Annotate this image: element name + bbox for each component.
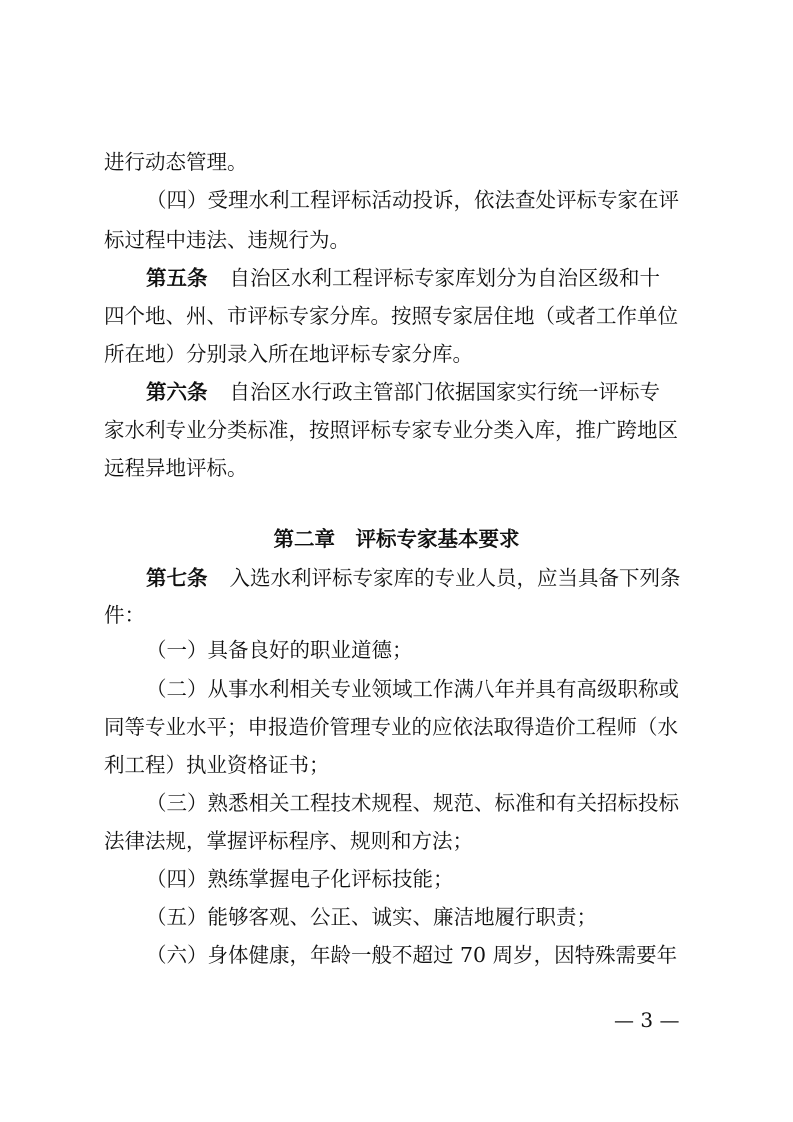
text-line: （四）受理水利工程评标活动投诉，依法查处评标专家在评 (146, 188, 679, 212)
text-line: （五）能够客观、公正、诚实、廉洁地履行职责； (146, 905, 597, 929)
article-7 (146, 564, 704, 592)
article-5 (146, 264, 704, 292)
text-line: （一）具备良好的职业道德； (146, 638, 413, 662)
text-line: 件： (104, 603, 145, 627)
text-line: 远程异地评标。 (104, 456, 248, 480)
text-line: 自治区水行政主管部门依据国家实行统一评标专 (229, 380, 660, 404)
text-line: 入选水利评标专家库的专业人员，应当具备下列条 (229, 566, 681, 590)
text-line: （六）身体健康，年龄一般不超过 70 周岁，因特殊需要年 (146, 943, 678, 967)
text-line: （三）熟悉相关工程技术规程、规范、标准和有关招标投标 (146, 791, 679, 815)
text-line: 法律法规，掌握评标程序、规则和方法； (104, 829, 473, 853)
chapter-heading: 第二章 评标专家基本要求 (273, 527, 520, 551)
text-line: 标过程中违法、违规行为。 (104, 228, 350, 252)
article-6-label: 第六条 (146, 380, 208, 404)
article-5-label: 第五条 (146, 266, 208, 290)
text-line: 家水利专业分类标准，按照评标专家专业分类入库，推广跨地区 (104, 418, 678, 442)
text-line: （二）从事水利相关专业领域工作满八年并具有高级职称或 (146, 677, 679, 701)
text-line: （四）熟练掌握电子化评标技能； (146, 867, 454, 891)
text-line: 所在地）分别录入所在地评标专家分库。 (104, 342, 473, 366)
page-number: — 3 — (614, 1008, 680, 1032)
text-line: 进行动态管理。 (104, 150, 248, 174)
article-7-label: 第七条 (146, 566, 208, 590)
text-line: 四个地、州、市评标专家分库。按照专家居住地（或者工作单位 (104, 304, 678, 328)
text-line: 同等专业水平；申报造价管理专业的应依法取得造价工程师（水 (104, 715, 678, 739)
text-line: 自治区水利工程评标专家库划分为自治区级和十 (229, 266, 660, 290)
text-line: 利工程）执业资格证书； (104, 753, 330, 777)
article-6 (146, 378, 704, 406)
